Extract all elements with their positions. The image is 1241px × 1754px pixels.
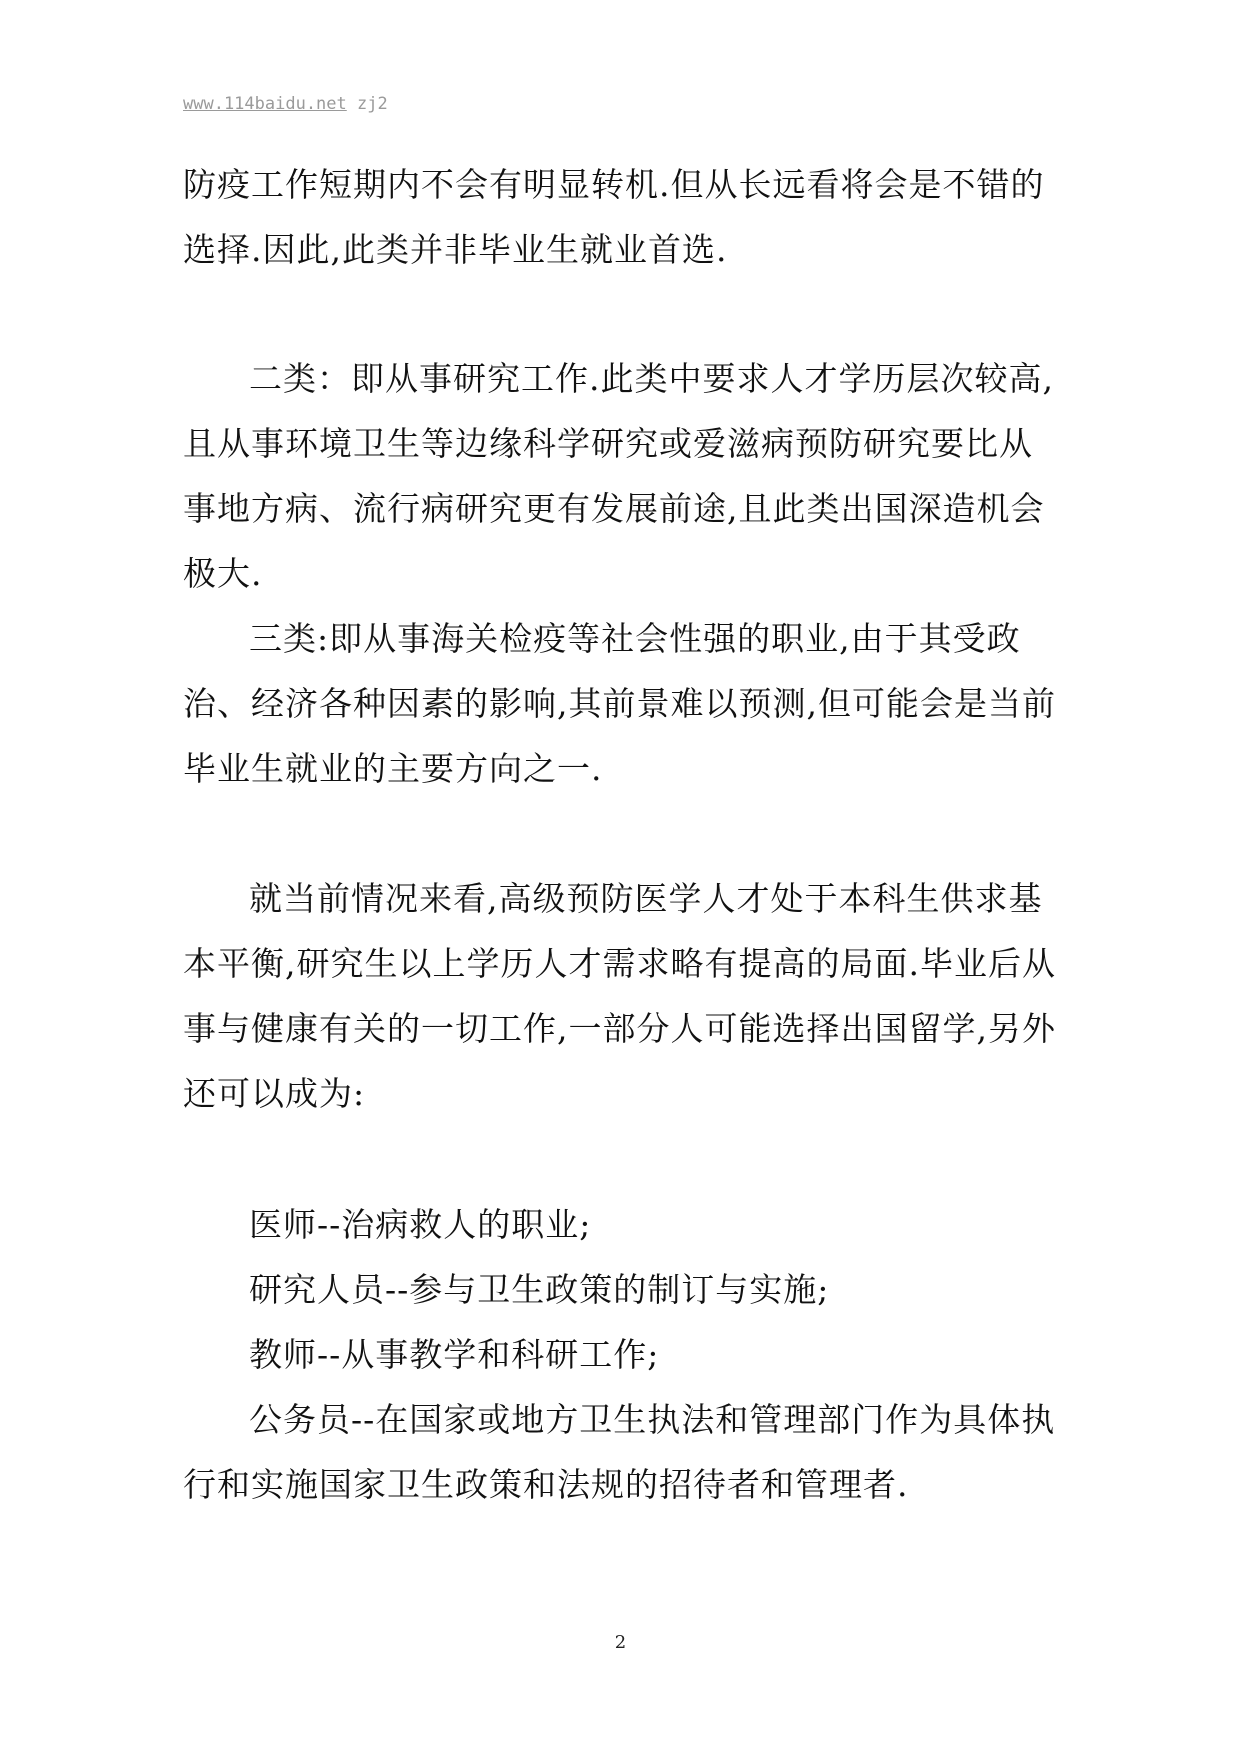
paragraph-3: 三类:即从事海关检疫等社会性强的职业,由于其受政治、经济各种因素的影响,其前景难以预测,但可能会是当前毕业生就业的主要方向之一. (183, 619, 1056, 788)
header-suffix: zj2 (346, 94, 388, 114)
list-item-teacher: 教师--从事教学和科研工作; (249, 1335, 660, 1374)
career-list (183, 1192, 1063, 1517)
paragraph-4: 就当前情况来看,高级预防医学人才处于本科生供求基本平衡,研究生以上学历人才需求略有提高的局面.毕业后从事与健康有关的一切工作,一部分人可能选择出国留学,另外还可以成为: (183, 879, 1056, 1113)
paragraph-2: 二类：即从事研究工作.此类中要求人才学历层次较高,且从事环境卫生等边缘科学研究或爱滋病预防研究要比从事地方病、流行病研究更有发展前途,且此类出国深造机会极大. (183, 359, 1054, 593)
paragraph-1: 防疫工作短期内不会有明显转机.但从长远看将会是不错的选择.因此,此类并非毕业生就业首选. (183, 165, 1045, 269)
header-link[interactable]: www.114baidu.net (183, 94, 347, 114)
list-item-doctor: 医师--治病救人的职业; (249, 1205, 592, 1244)
list-item-researcher: 研究人员--参与卫生政策的制订与实施; (249, 1270, 830, 1309)
page-header (183, 94, 388, 114)
page-number: 2 (614, 1632, 627, 1653)
list-item-civil-servant: 公务员--在国家或地方卫生执法和管理部门作为具体执行和实施国家卫生政策和法规的招待者和管理者. (183, 1400, 1056, 1504)
